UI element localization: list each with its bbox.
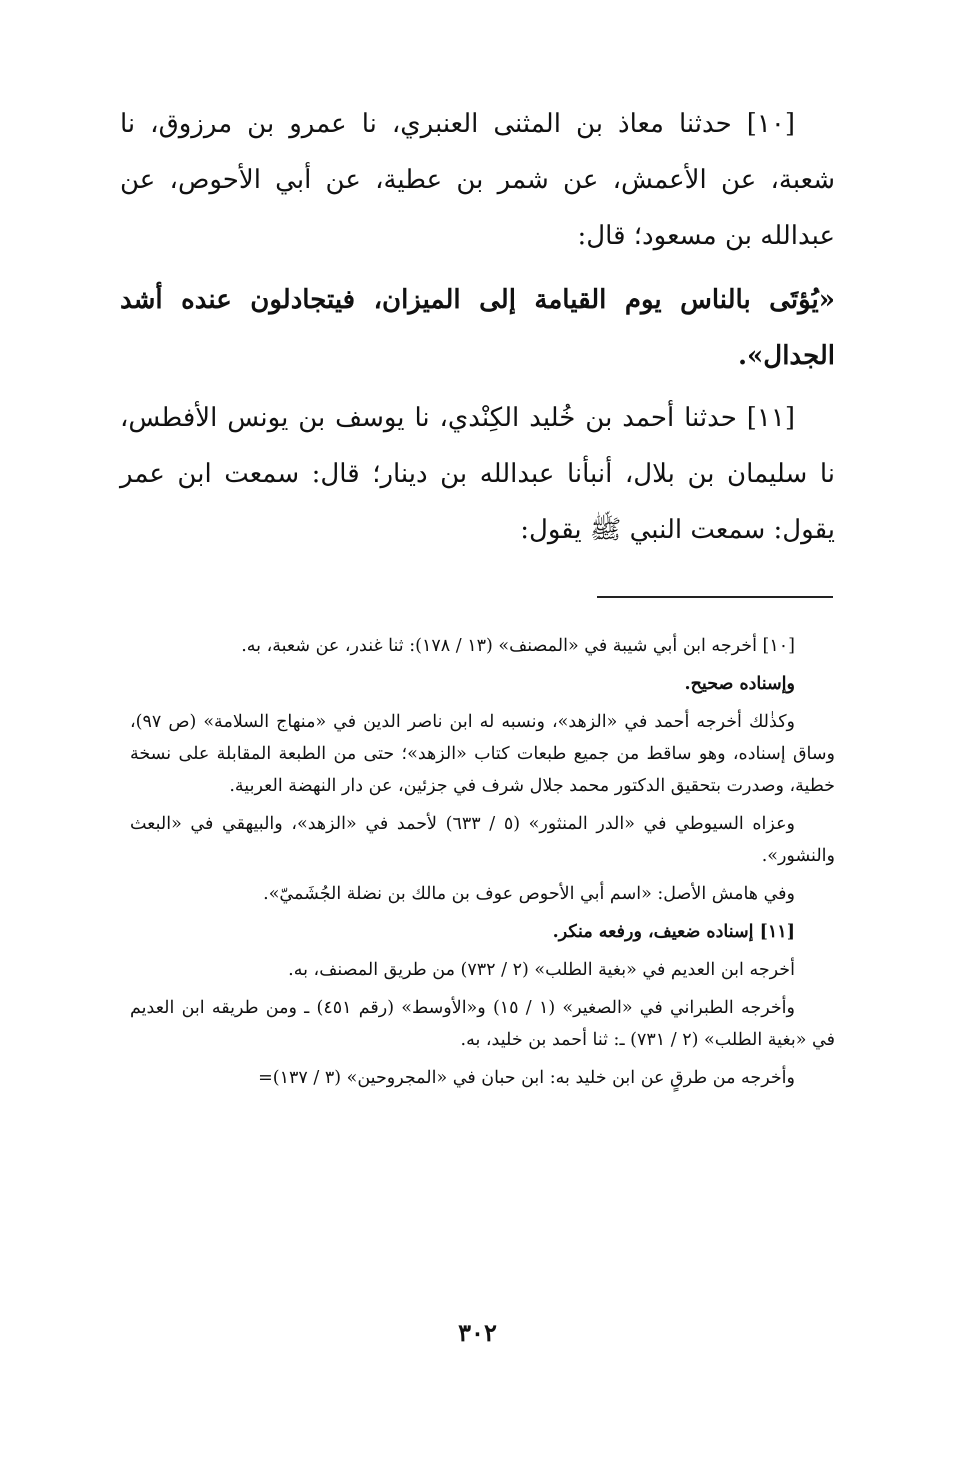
footnote-10: [١٠] أخرجه ابن أبي شيبة في «المصنف» (١٣ / ١٧٨): ثنا غندر، عن شعبة، به. <box>241 636 795 656</box>
footnote-11-grade: [١١] إسناده ضعيف، ورفعه منكر. <box>552 922 795 942</box>
hadith-10-text: [١٠] حدثنا معاذ بن المثنى العنبري، نا عمرو بن مرزوق، نا شعبة، عن الأعمش، عن شمر بن عطية، عن أبي الأحوص، عن عبدالله بن مسعود؛ قال: <box>120 109 835 251</box>
footnote-11-ibn-hibban: وأخرجه من طرقٍ عن ابن خليد به: ابن حبان في «المجروحين» (٣ / ١٣٧)= <box>258 1068 795 1088</box>
footnote-11-tabarani: وأخرجه الطبراني في «الصغير» (١ / ١٥) و«الأوسط» (رقم ٤٥١) ـ ومن طريقه ابن العديم في «بغية الطلب» (٢ / ٧٣١) ـ: ثنا أحمد بن خليد، به. <box>130 998 835 1050</box>
footnote-10-ahmad: وكذٰلك أخرجه أحمد في «الزهد»، ونسبه له ابن ناصر الدين في «منهاج السلامة» (ص ٩٧)، وساق إسناده، وهو ساقط من جميع طبعات كتاب «الزهد»؛ حتى من الطبعة المقابلة على نسخة خطية، وصدرت بتحقيق الدكتور محمد جلال شرف في جزئين، عن دار النهضة العربية. <box>130 712 835 796</box>
hadith-11-text: [١١] حدثنا أحمد بن خُليد الكِنْدي، نا يوسف بن يونس الأفطس، نا سليمان بن بلال، أنبأنا عبدالله بن دينار؛ قال: سمعت ابن عمر يقول: سمعت النبي ﷺ يقول: <box>120 403 835 545</box>
hadith-11-paragraph <box>120 390 835 558</box>
hadith-10-paragraph <box>120 96 835 264</box>
footnote-10-suyuti: وعزاه السيوطي في «الدر المنثور» (٥ / ٦٣٣) لأحمد في «الزهد»، والبيهقي في «البعث والنشور». <box>130 814 835 866</box>
hadith-10-matn-text: «يُؤتَى بالناس يوم القيامة إلى الميزان، فيتجادلون عنده أشد الجدال». <box>120 285 835 371</box>
footnote-10-margin-note: وفي هامش الأصل: «اسم أبي الأحوص عوف بن مالك بن نضلة الجُشَميّ». <box>263 884 795 904</box>
footnotes <box>130 630 835 1100</box>
page-number: ٣٠٢ <box>458 1318 497 1347</box>
footnote-10-grade: وإسناده صحيح. <box>684 674 795 694</box>
footnote-11-ibn-adim: أخرجه ابن العديم في «بغية الطلب» (٢ / ٧٣٢) من طريق المصنف، به. <box>288 960 795 980</box>
footnote-divider <box>597 596 833 598</box>
hadith-10-matn <box>120 272 835 384</box>
